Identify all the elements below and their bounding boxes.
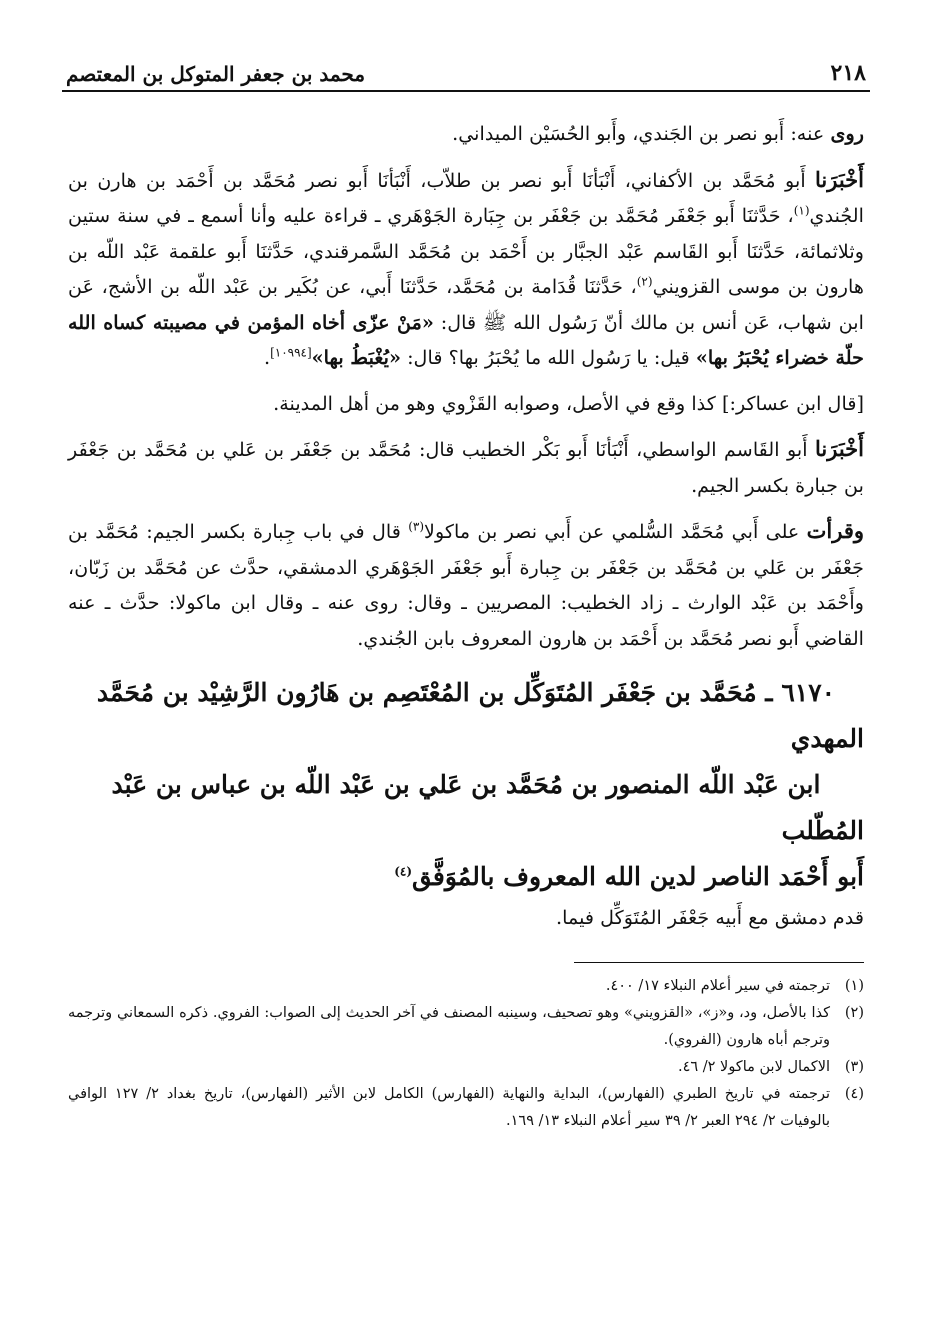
paragraph-text: قيل: يا رَسُول الله ما يُحْبَرُ بها؟ قال: (400, 346, 696, 369)
footnote-ref-1[interactable]: (١) (793, 203, 810, 218)
paragraph-khatib (68, 431, 864, 503)
footnote-item (68, 1054, 864, 1081)
page-number: ٢١٨ (830, 60, 866, 86)
paragraph-text: [قال ابن عساكر:] كذا وقع في الأصل، وصوابه القَزْوي وهو من أهل المدينة. (273, 391, 864, 415)
entry-body (68, 900, 864, 936)
header-title: محمد بن جعفر المتوكل بن المعتصم (66, 62, 366, 86)
paragraph-text: قال في باب جِبارة بكسر الجيم: مُحَمَّد بن جَعْفَر بن عَلي بن مُحَمَّد بن جَعْفَر بن جِبارة أَبو جَعْفَر الجَوْهَري الدمشقي، حدَّث عن مُحَمَّد بن زَبّان، وأَحْمَد بن عَبْد الوارث ـ زاد الخطيب: المصريين ـ وقال: روى عنه ـ وقال ابن ماكولا: حدَّث ـ عنه القاضي أَبو نصر مُحَمَّد بن أَحْمَد بن هارون المعروف بابن الجُندي. (68, 520, 864, 650)
hadith-text: «مَنْ عزّى أخاه المؤمن في مصيبته كساه الله حلّة خضراء يُحْبَرُ بها» (68, 310, 864, 369)
lead-word: وقرأت (806, 518, 864, 543)
footnote-item (68, 1000, 864, 1054)
paragraph-text: أَبو القَاسم الواسطي، أَنْبَأنَا أَبو بَكْر الخطيب قال: مُحَمَّد بن جَعْفَر بن عَلي بن مُحَمَّد بن جَعْفَر بن جبارة بكسر الجيم. (68, 438, 864, 497)
footnote-text: كذا بالأصل، ود، و«ز»، «القزويني» وهو تصحيف، وسينبه المصنف في آخر الحديث إلى الصواب: الفروي. ذكره السمعاني وترجمه وترجم أباه هارون (الفروي). (68, 1004, 830, 1048)
footnote-number: (٤) (844, 1085, 864, 1102)
footnote-text: ترجمته في تاريخ الطبري (الفهارس)، البداية والنهاية (الفهارس) الكامل لابن الأثير (الفهارس)، تاريخ بغداد ٢/ ١٢٧ الوافي بالوفيات ٢/ ٢٩٤ العبر ٢/ ٣٩ سير أعلام النبلاء ١٣/ ١٦٩. (68, 1085, 830, 1129)
footnote-text: الاكمال لابن ماكولا ٢/ ٤٦. (677, 1058, 830, 1075)
paragraph-isnad-hadith (68, 162, 864, 376)
footnote-number: (٣) (844, 1058, 864, 1075)
running-head (62, 52, 870, 92)
paragraph-text: أَبو مُحَمَّد بن الأكفاني، أَنْبَأنَا أَبو نصر بن طلاّب، أَنْبَأنَا أَبو نصر مُحَمَّد بن أَحْمَد بن هارن بن الجُندي (68, 168, 864, 227)
footnote-ref-3[interactable]: (٣) (408, 519, 425, 534)
footnote-item (68, 1081, 864, 1135)
footnotes (62, 973, 870, 1135)
entry-heading-line (68, 854, 864, 900)
paragraph-text: . (263, 346, 271, 369)
entry-heading-text: أَبو أَحْمَد الناصر لدين الله المعروف بالمُوَفَّق (412, 862, 864, 891)
paragraph-text: على أَبي مُحَمَّد السُّلمي عن أَبي نصر بن ماكولا (424, 520, 807, 543)
paragraph-ibn-makula (68, 513, 864, 656)
lead-word: أَخْبَرَنا (815, 166, 864, 192)
lead-word: روى (830, 122, 864, 145)
paragraph-narrators (68, 116, 864, 152)
main-text (62, 116, 870, 936)
entry-heading (68, 670, 864, 900)
paragraph-text: ، حَدَّثنَا أَبو جَعْفَر مُحَمَّد بن جَعْفَر بن جِبَارة الجَوْهَري ـ قراءة عليه وأنا أسمع ـ في سنة ستين وثلاثمائة، حَدَّثنَا أَبو القَاسم عَبْد الجبَّار بن أَحْمَد بن مُحَمَّد السَّمرقندي، حَدَّثنَا أَبو علقمة عَبْد اللّه بن هارون بن موسى القزويني (68, 204, 865, 298)
paragraph-text: قدم دمشق مع أَبيه جَعْفَر المُتَوَكِّل فيما. (556, 906, 864, 929)
entry-heading-line: ٦١٧٠ ـ مُحَمَّد بن جَعْفَر المُتَوَكِّل بن المُعْتَصِم بن هَارُون الرَّشِيْد بن مُحَمَّد المهدي (96, 678, 864, 753)
footnote-divider (574, 962, 864, 963)
footnote-ref-2[interactable]: (٢) (636, 274, 653, 289)
hadith-text: «يُغْبَطُ بها» (311, 346, 401, 369)
footnote-number: (٢) (844, 1004, 864, 1021)
footnote-text: ترجمته في سير أعلام النبلاء ١٧/ ٤٠٠. (605, 977, 830, 994)
footnote-number: (١) (844, 977, 864, 994)
paragraph-ibn-asakir-note (68, 386, 864, 422)
entry-heading-line: ابن عَبْد اللّه المنصور بن مُحَمَّد بن عَلي بن عَبْد اللّه بن عباس بن عَبْد المُطّلب (111, 770, 864, 845)
document-page (62, 52, 870, 1135)
hadith-number: [١٠٩٩٤] (270, 345, 312, 360)
paragraph-text: عنه: أَبو نصر بن الجَندي، وأَبو الحُسَيْن الميداني. (452, 122, 831, 145)
paragraph-text: ، حَدَّثنَا قُدَامة بن مُحَمَّد، حَدَّثنَا أَبي، عن بُكَير بن عَبْد اللّه بن الأشج، عَن ابن شهاب، عَن أنس بن مالك أنّ رَسُول الله ﷺ قال: (68, 275, 864, 334)
footnote-ref-4[interactable]: (٤) (394, 864, 413, 879)
footnote-item (68, 973, 864, 1000)
lead-word: أَخْبَرَنا (815, 436, 864, 461)
